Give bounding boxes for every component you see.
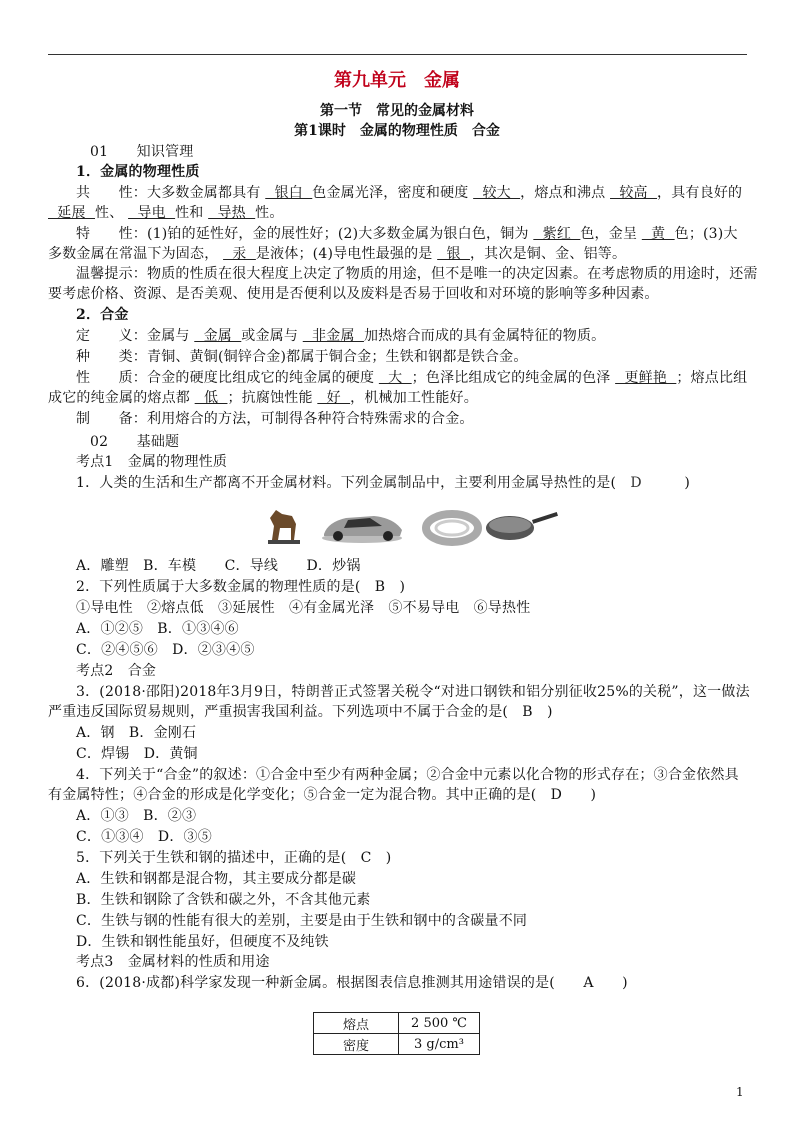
q2-options-cd: C．②④⑤⑥ D．②③④⑤ (76, 642, 255, 658)
special-property-line: 特 性：(1)铂的延性好，金的展性好；(2)大多数金属为银白色，铜为 紫红 色，金呈 黄 色；(3)大 (76, 226, 738, 242)
unit-title: 第九单元 金属 (334, 70, 460, 91)
s1-title: 1．金属的物理性质 (76, 164, 200, 180)
q2-items: ①导电性 ②熔点低 ③延展性 ④有金属光泽 ⑤不易导电 ⑥导热性 (76, 600, 531, 616)
q5-option-c: C．生铁与钢的性能有很大的差别，主要是由于生铁和钢中的含碳量不同 (76, 913, 528, 929)
page-number: 1 (736, 1085, 744, 1099)
answer-blank: 黄 (641, 226, 675, 242)
types-line: 种 类：青铜、黄铜(铜锌合金)都属于铜合金；生铁和钢都是铁合金。 (76, 349, 528, 365)
tip-line-2: 要考虑价格、资源、是否美观、使用是否便利以及废料是否易于回收和对环境的影响等多种因素。 (48, 286, 659, 302)
answer-mark: C (360, 850, 372, 866)
answer-mark: B (522, 704, 533, 720)
question-3-line-1: 3．(2018·邵阳)2018年3月9日，特朗普正式签署关税令“对进口钢铁和铝分别征收25%的关税”，这一做法 (76, 684, 750, 700)
metal-products-images (262, 500, 562, 548)
q3-options-cd: C．焊锡 D．黄铜 (76, 746, 198, 762)
answer-blank: 好 (317, 390, 351, 406)
table-cell: 2 500 ℃ (399, 1013, 480, 1034)
q2-options-ab: A．①②⑤ B．①③④⑥ (76, 621, 239, 637)
q4-options-cd: C．①③④ D．③⑤ (76, 829, 212, 845)
frying-pan-icon (486, 512, 558, 540)
answer-blank: 汞 (223, 246, 256, 262)
tip-line-1: 温馨提示：物质的性质在很大程度上决定了物质的用途，但不是唯一的决定因素。在考虑物质的用途时，还需 (76, 266, 758, 282)
q3-options-ab: A．钢 B．金刚石 (76, 725, 197, 741)
exam-point-2: 考点2 合金 (76, 663, 157, 679)
q4-options-ab: A．①③ B．②③ (76, 808, 197, 824)
answer-blank: 金属 (194, 328, 242, 344)
answer-mark: D (630, 475, 642, 491)
question-3-line-2: 严重违反国际贸易规则，严重损害我国利益。下列选项中不属于合金的是( B ) (48, 704, 553, 720)
header-rule (48, 54, 747, 55)
question-4-line-1: 4．下列关于“合金”的叙述：①合金中至少有两种金属；②合金中元素以化合物的形式存在；③合金依然具 (76, 767, 739, 783)
answer-mark: A (583, 975, 594, 991)
question-6: 6．(2018·成都)科学家发现一种新金属。根据图表信息推测其用途错误的是( A ) (76, 975, 628, 991)
table-row (314, 1034, 480, 1055)
answer-mark: D (550, 787, 563, 803)
section-title: 第一节 常见的金属材料 (320, 103, 474, 119)
exam-point-3: 考点3 金属材料的性质和用途 (76, 954, 270, 970)
table-cell: 密度 (314, 1034, 399, 1055)
answer-blank: 银白 (265, 185, 313, 201)
car-model-icon (322, 516, 402, 543)
answer-blank: 低 (194, 390, 228, 406)
question-5: 5．下列关于生铁和钢的描述中，正确的是( C ) (76, 850, 392, 866)
question-4-line-2: 有金属特性；④合金的形成是化学变化；⑤合金一定为混合物。其中正确的是( D ) (48, 787, 597, 803)
exam-point-1: 考点1 金属的物理性质 (76, 454, 228, 470)
s2-title: 2．合金 (76, 307, 129, 323)
answer-blank: 延展 (48, 205, 96, 221)
q1-options: A．雕塑 B．车模 C．导线 D．炒锅 (76, 558, 361, 574)
alloy-property-line: 性 质：合金的硬度比组成它的纯金属的硬度 大 ；色泽比组成它的纯金属的色泽 更鲜艳 ；熔点比组 (76, 370, 748, 386)
property-table (313, 1012, 480, 1055)
answer-blank: 非金属 (302, 328, 364, 344)
answer-mark: B (374, 579, 386, 595)
wire-coil-icon (426, 514, 478, 542)
answer-blank: 更鲜艳 (615, 370, 677, 386)
question-2: 2．下列性质属于大多数金属的物理性质的是( B ) (76, 579, 406, 595)
answer-blank: 银 (437, 246, 470, 262)
answer-blank: 较大 (473, 185, 521, 201)
table-cell: 3 g/cm³ (399, 1034, 480, 1055)
answer-blank: 大 (378, 370, 412, 386)
answer-blank: 紫红 (533, 226, 581, 242)
special-property-line-2: 多数金属在常温下为固态， 汞 是液体；(4)导电性最强的是 银 ，其次是铜、金、铝等。 (48, 246, 627, 262)
lesson-title: 第1课时 金属的物理性质 合金 (294, 123, 500, 139)
answer-blank: 导电 (128, 205, 176, 221)
definition-line: 定 义：金属与 金属 或金属与 非金属 加热熔合而成的具有金属特征的物质。 (76, 328, 606, 344)
answer-blank: 较高 (610, 185, 658, 201)
answer-blank: 导热 (208, 205, 256, 221)
horse-sculpture-icon (268, 510, 300, 544)
table-cell: 熔点 (314, 1013, 399, 1034)
q5-option-b: B．生铁和钢除了含铁和碳之外，不含其他元素 (76, 892, 371, 908)
q5-option-d: D．生铁和钢性能虽好，但硬度不及纯铁 (76, 934, 329, 950)
common-property-line: 共 性：大多数金属都具有 银白 色金属光泽，密度和硬度 较大 ，熔点和沸点 较高 ，具有良好的 (76, 185, 743, 201)
preparation-line: 制 备：利用熔合的方法，可制得各种符合特殊需求的合金。 (76, 411, 474, 427)
common-property-line-2: 延展 性、 导电 性和 导热 性。 (48, 205, 284, 221)
alloy-property-line-2: 成它的纯金属的熔点都 低 ；抗腐蚀性能 好 ，机械加工性能好。 (48, 390, 478, 406)
q5-option-a: A．生铁和钢都是混合物，其主要成分都是碳 (76, 871, 357, 887)
knowledge-heading: 01 知识管理 (90, 144, 194, 160)
table-row (314, 1013, 480, 1034)
question-1: 1．人类的生活和生产都离不开金属材料。下列金属制品中，主要利用金属导热性的是( D ) (76, 475, 691, 491)
basic-heading: 02 基础题 (90, 434, 180, 450)
